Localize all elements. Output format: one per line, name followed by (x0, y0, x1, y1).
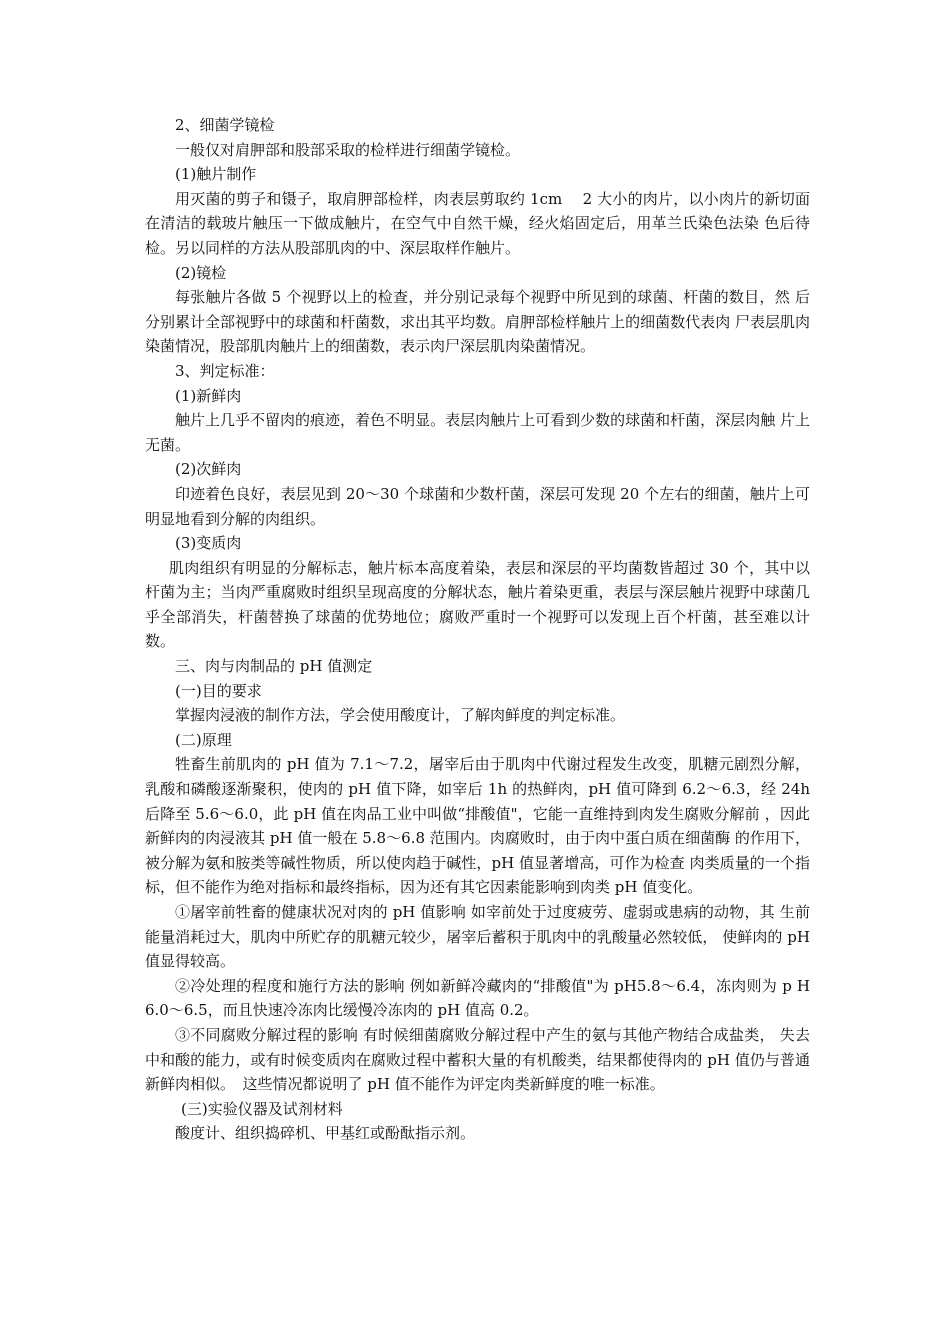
subheading-fresh-meat: (1)新鲜肉 (175, 386, 242, 405)
section-heading-bacteria-microscopy: 2、细菌学镜检 (175, 116, 275, 134)
paragraph: 一般仅对肩胛部和股部采取的检样进行细菌学镜检。 (175, 140, 521, 159)
paragraph: 牲畜生前肌肉的 pH 值为 7.1～7.2，屠宰后由于肌肉中代谢过程发生改变，肌糖元剧烈分解， 乳酸和磷酸逐渐聚积，使肉的 pH 值下降，如宰后 1h 的热鲜肉，pH 值可降到 6.2～6.3，经 24h 后降至 5.6～6.0，此 pH 值在肉品工业中叫做“排酸值"，它能一直维持到肉发生腐败分解前 ，因此新鲜肉的肉浸液其 pH 值一般在 5.8～6.8 范围内。肉腐败时，由于肉中蛋白质在细菌酶 的作用下，被分解为氨和胺类等碱性物质，所以使肉趋于碱性，pH 值显著增高，可作为检查 肉类质量的一个指标，但不能作为绝对指标和最终指标，因为还有其它因素能影响到肉类 pH 值变化。 (145, 755, 810, 897)
section-heading-criteria: 3、判定标准： (175, 361, 275, 380)
paragraph: ③不同腐败分解过程的影响 有时候细菌腐败分解过程中产生的氨与其他产物结合成盐类， 失去中和酸的能力，或有时候变质肉在腐败过程中蓄积大量的有机酸类，结果都使得肉的 pH 值仍与普通新鲜肉相似。 这些情况都说明了 pH 值不能作为评定肉类新鲜度的唯一标准。 (145, 1025, 810, 1094)
paragraph: 酸度计、组织捣碎机、甲基红或酚酞指示剂。 (175, 1124, 476, 1143)
paragraph: 肌肉组织有明显的分解标志，触片标本高度着染，表层和深层的平均菌数皆超过 30 个，其中以杆菌为主；当肉严重腐败时组织呈现高度的分解状态，触片着染更重，表层与深层触片视野中球菌几乎全部消失，杆菌替换了球菌的优势地位；腐败严重时一个视野可以发现上百个杆菌，甚至难以计数。 (145, 558, 810, 651)
subheading-microscopy: (2)镜检 (175, 263, 227, 282)
subheading-second-fresh-meat: (2)次鲜肉 (175, 460, 242, 479)
paragraph: ②冷处理的程度和施行方法的影响 例如新鲜冷藏肉的“排酸值"为 pH5.8～6.4，冻肉则为 p H6.0～6.5，而且快速冷冻肉比缓慢冷冻肉的 pH 值高 0.2。 (145, 976, 810, 1020)
subheading-smear-preparation: (1)触片制作 (175, 165, 257, 184)
paragraph: 每张触片各做 5 个视野以上的检查，并分别记录每个视野中所见到的球菌、杆菌的数目，然 后分别累计全部视野中的球菌和杆菌数，求出其平均数。肩胛部检样触片上的细菌数代表肉 尸表层肌肉染菌情况，股部肌肉触片上的细菌数，表示肉尸深层肌肉染菌情况。 (145, 288, 810, 356)
subheading-principle: (二)原理 (175, 730, 232, 749)
section-heading-ph-test: 三、肉与肉制品的 pH 值测定 (175, 657, 388, 676)
paragraph: 掌握肉浸液的制作方法，学会使用酸度计，了解肉鲜度的判定标准。 (175, 706, 626, 725)
paragraph: 用灭菌的剪子和镊子，取肩胛部检样，肉表层剪取约 1cm 2 大小的肉片，以小肉片的新切面 在清洁的载玻片触压一下做成触片，在空气中自然干燥，经火焰固定后，用革兰氏染色法染 色后待检。另以同样的方法从股部肌肉的中、深层取样作触片。 (145, 189, 810, 257)
paragraph: 触片上几乎不留肉的痕迹，着色不明显。表层肉触片上可看到少数的球菌和杆菌，深层肉触 片上无菌。 (145, 411, 810, 454)
subheading-instruments-reagents: (三)实验仪器及试剂材料 (181, 1099, 343, 1118)
document-page (145, 113, 810, 1146)
paragraph: 印迹着色良好，表层见到 20～30 个球菌和少数杆菌，深层可发现 20 个左右的细菌，触片上可明显地看到分解的肉组织。 (145, 484, 810, 528)
subheading-objectives: (一)目的要求 (175, 681, 262, 700)
paragraph: ①屠宰前牲畜的健康状况对肉的 pH 值影响 如宰前处于过度疲劳、虚弱或患病的动物，其 生前能量消耗过大，肌肉中所贮存的肌糖元较少，屠宰后蓄积于肌肉中的乳酸量必然较低， 使鲜肉的 pH 值显得较高。 (145, 903, 810, 971)
subheading-spoiled-meat: (3)变质肉 (175, 534, 242, 553)
